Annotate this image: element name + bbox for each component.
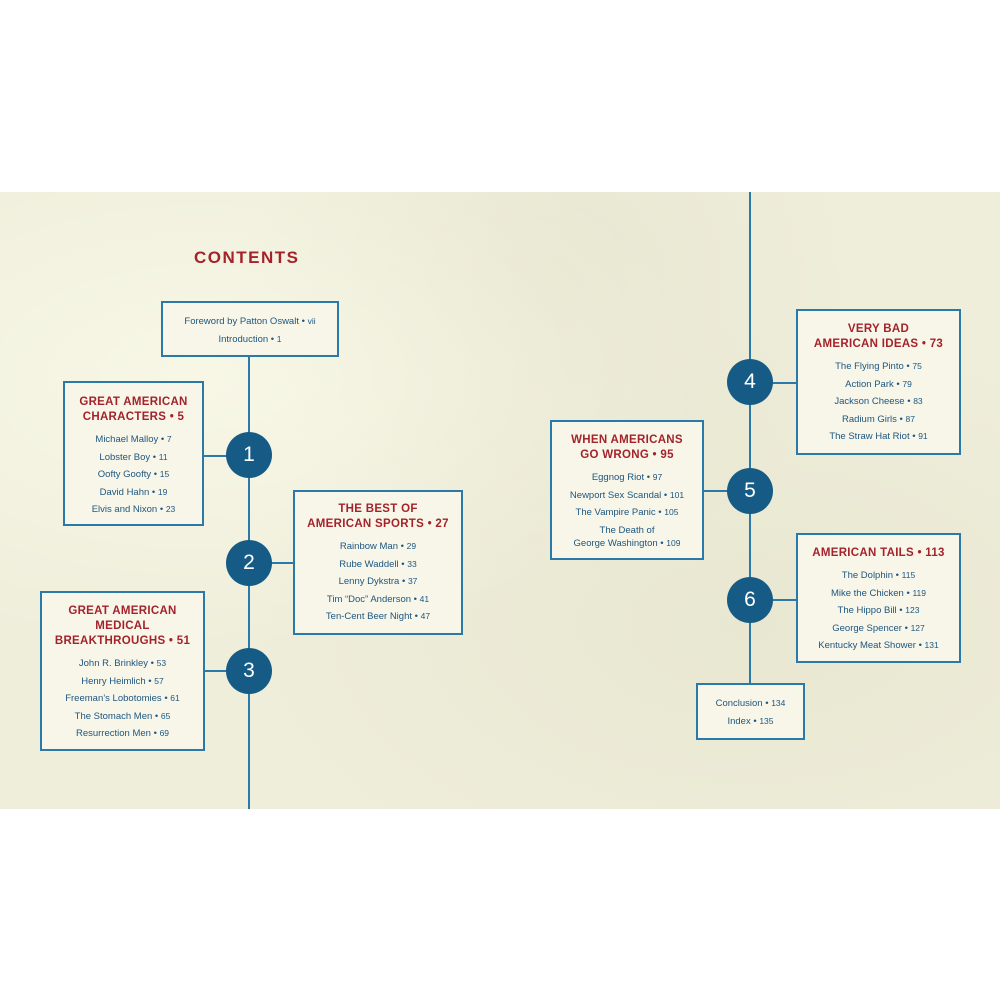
chapter-entry[interactable]: Henry Heimlich • 57 <box>81 675 164 687</box>
chapter-entry[interactable]: The Death of George Washington • 109 <box>573 524 681 549</box>
chapter-entry[interactable]: Resurrection Men • 69 <box>75 728 170 740</box>
chapter-entry[interactable]: Tim “Doc” Anderson • 41 <box>326 593 430 605</box>
chapter-entry[interactable]: Radium Girls • 87 <box>842 413 915 425</box>
chapter-title[interactable]: WHEN AMERICANS GO WRONG • 95 <box>571 434 683 461</box>
chapter-title[interactable]: AMERICAN TAILS • 113 <box>812 547 945 559</box>
chapter-box-1 <box>63 381 204 526</box>
chapter-entry[interactable]: Eggnog Riot • 97 <box>591 472 663 483</box>
chapter-entry[interactable]: David Hahn • 19 <box>99 486 168 498</box>
chapter-entry[interactable]: Jackson Cheese • 83 <box>834 396 923 408</box>
chapter-number-circle[interactable]: 1 <box>226 432 272 478</box>
chapter-entry[interactable]: The Stomach Men • 65 <box>74 710 171 722</box>
chapter-entry[interactable]: Rainbow Man • 29 <box>339 541 417 552</box>
chapter-box-5 <box>550 420 704 560</box>
back-matter-item[interactable]: Conclusion • 134 <box>715 698 786 709</box>
chapter-entry[interactable]: Rube Waddell • 33 <box>339 558 417 570</box>
chapter-entry[interactable]: Newport Sex Scandal • 101 <box>569 489 685 501</box>
contents-heading: CONTENTS <box>194 248 300 267</box>
back-matter-box <box>696 683 805 740</box>
chapter-entry[interactable]: The Hippo Bill • 123 <box>837 605 920 617</box>
chapter-entry[interactable]: Lobster Boy • 11 <box>99 451 168 463</box>
chapter-entry[interactable]: Kentucky Meat Shower • 131 <box>818 640 939 652</box>
front-matter-item[interactable]: Foreword by Patton Oswalt • vii <box>184 316 316 327</box>
chapter-box-6 <box>796 533 961 663</box>
front-matter-item[interactable]: Introduction • 1 <box>218 333 282 345</box>
chapter-entry[interactable]: Lenny Dykstra • 37 <box>338 576 418 588</box>
chapter-number-circle[interactable]: 2 <box>226 540 272 586</box>
chapter-entry[interactable]: The Flying Pinto • 75 <box>835 361 922 372</box>
chapter-number-circle[interactable]: 6 <box>727 577 773 623</box>
chapter-entry[interactable]: Michael Malloy • 7 <box>95 434 172 445</box>
chapter-entry[interactable]: The Dolphin • 115 <box>841 570 916 581</box>
chapter-number-circle[interactable]: 5 <box>727 468 773 514</box>
front-matter-box <box>161 301 339 357</box>
chapter-title[interactable]: GREAT AMERICAN CHARACTERS • 5 <box>79 396 188 423</box>
chapter-title[interactable]: VERY BAD AMERICAN IDEAS • 73 <box>813 323 944 350</box>
chapter-entry[interactable]: Ten-Cent Beer Night • 47 <box>325 611 431 623</box>
chapter-entry[interactable]: The Straw Hat Riot • 91 <box>829 431 928 443</box>
back-matter-item[interactable]: Index • 135 <box>727 715 774 727</box>
chapter-entry[interactable]: George Spencer • 127 <box>832 622 925 634</box>
chapter-title[interactable]: GREAT AMERICAN MEDICAL BREAKTHROUGHS • 51 <box>54 605 191 647</box>
chapter-entry[interactable]: The Vampire Panic • 105 <box>575 507 679 519</box>
chapter-entry[interactable]: John R. Brinkley • 53 <box>78 658 167 669</box>
chapter-entry[interactable]: Mike the Chicken • 119 <box>830 587 927 599</box>
chapter-box-3 <box>40 591 205 751</box>
chapter-entry[interactable]: Elvis and Nixon • 23 <box>91 504 176 516</box>
chapter-entry[interactable]: Action Park • 79 <box>845 378 912 390</box>
chapter-entry[interactable]: Oofty Goofty • 15 <box>97 469 170 481</box>
chapter-box-4 <box>796 309 961 455</box>
chapter-number-circle[interactable]: 4 <box>727 359 773 405</box>
chapter-box-2 <box>293 490 463 635</box>
chapter-number-circle[interactable]: 3 <box>226 648 272 694</box>
chapter-entry[interactable]: Freeman’s Lobotomies • 61 <box>65 693 180 705</box>
chapter-title[interactable]: THE BEST OF AMERICAN SPORTS • 27 <box>307 503 449 530</box>
